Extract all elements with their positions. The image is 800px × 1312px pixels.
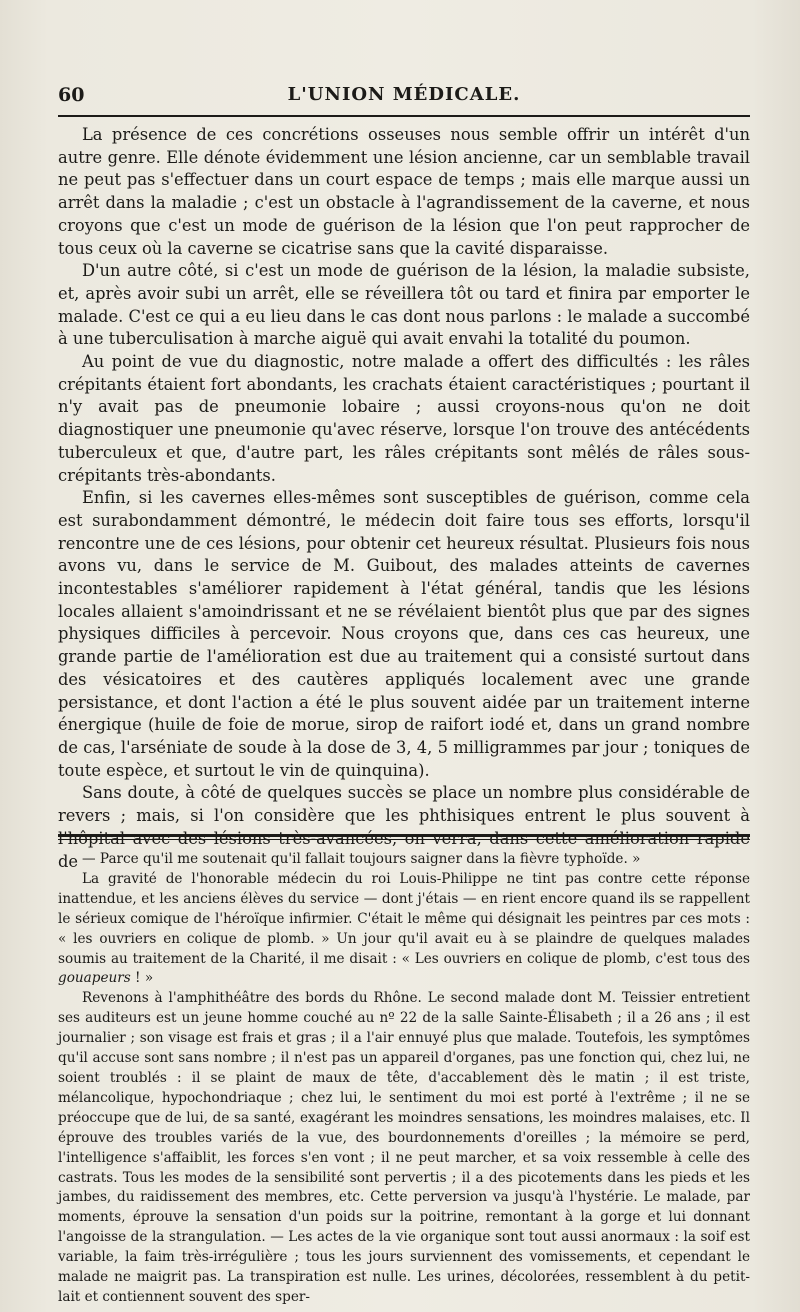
feuilleton-italic-word: gouapeurs <box>58 970 131 987</box>
paragraph: Sans doute, à côté de quelques succès se place un nombre plus considérable de revers ; mais, si l'on considère que les phthisiques entrent le plus souvent à de <box>58 783 750 871</box>
feuilleton-paragraph: — Parce qu'il me soutenait qu'il fallait toujours saigner dans la fièvre typhoïde. » <box>82 851 641 867</box>
main-article <box>58 124 750 873</box>
paragraph: Au point de vue du diagnostic, notre malade a offert des difficultés : les râles crépitants étaient fort abondants, les crachats étaient caractéristiques ; pourtant il n'y avait pas de pneumonie lobaire ; aussi croyons-nous qu'on ne doit diagnostiquer une pneumonie qu'avec réserve, lorsque l'on trouve des antécédents tuberculeux et que, d'autre part, les râles crépitants sont mêlés de râles sous-crépitants très-abondants. <box>58 352 750 485</box>
feuilleton-paragraph <box>58 870 750 989</box>
feuilleton-paragraph: Revenons à l'amphithéâtre des bords du Rhône. Le second malade dont M. Teissier entretient ses auditeurs est un jeune homme couché au nº 22 de la salle Sainte-Élisabeth ; il a 26 ans ; il est journalier ; son visage est frais et gras ; il a l'air ennuyé plus que malade. Toutefois, les symptômes qu'il accuse sont sans nombre ; il n'est pas un appareil d'organes, pas une fonction qui, chez lui, ne soient troublés : il se plaint de maux de tête, d'accablement dès le matin ; il est triste, mélancolique, hypochondriaque ; chez lui, le sentiment du moi est porté à l'extrême ; il ne se préoccupe que de lui, de sa santé, exagérant les moindres sensations, les moindres malaises, etc. Il éprouve des troubles variés de la vue, des bourdonnements d'oreilles ; la mémoire se perd, l'intelligence s'affaiblit, les forces s'en vont ; il ne peut marcher, et sa voix ressemble à celle des castrats. Tous les modes de la sensibilité sont pervertis ; il a des picotements dans les pieds et les jambes, du raidissement des membres, etc. Cette perversion va jusqu'à l'hystérie. Le malade, par moments, éprouve la sensation d'un poids sur la poitrine, remontant à la gorge et lui donnant l'angoisse de la strangulation. — Les actes de la vie organique sont tout aussi anormaux : la soif est variable, la faim très-irrégulière ; tous les jours surviennent des vomissements, et cependant le malade ne maigrit pas. La transpiration est nulle. Les urines, décolorées, ressemblent à du petit-lait et contiennent souvent des sper- <box>58 990 750 1305</box>
paragraph: D'un autre côté, si c'est un mode de guérison de la lésion, la maladie subsiste, et, après avoir subi un arrêt, elle se réveillera tôt ou tard et finira par emporter le malade. C'est ce qui a eu lieu dans le cas dont nous parlons : le malade a succombé à une tuberculisation à marche aiguë qui avait envahi la totalité du poumon. <box>58 261 750 349</box>
page-number: 60 <box>58 84 85 106</box>
feuilleton-section <box>58 850 750 1308</box>
running-title: L'UNION MÉDICALE. <box>287 84 521 105</box>
feuilleton-rule-thin <box>58 839 750 840</box>
page-header <box>58 78 750 108</box>
header-rule <box>58 115 750 117</box>
paragraph: La présence de ces concrétions osseuses nous semble offrir un intérêt d'un autre genre. Elle dénote évidemment une lésion ancienne, car un semblable travail ne peut pas s'effectuer dans un court espace de temps ; mais elle marque aussi un arrêt dans la maladie ; c'est un obstacle à l'agrandissement de la caverne, et nous croyons que c'est un mode de guérison de la lésion que l'on peut rapprocher de tous ceux où la caverne se cicatrise sans que la cavité disparaisse. <box>58 125 750 258</box>
feuilleton-text: La gravité de l'honorable médecin du roi Louis-Philippe ne tint pas contre cette réponse inattendue, et les anciens élèves du service — dont j'étais — en rient encore quand ils se rappellent le sérieux comique de l'héroïque infirmier. C'était le même qui désignait les peintres par ces mots : « les ouvriers en colique de plomb. » Un jour qu'il avait eu à se plaindre de quelques malades soumis au traitement de la Charité, il me disait : « Les ouvriers en colique de plomb, c'est tous des <box>58 870 750 967</box>
feuilleton-text: ! » <box>130 970 154 987</box>
paragraph: Enfin, si les cavernes elles-mêmes sont susceptibles de guérison, comme cela est surabondamment démontré, le médecin doit faire tous ses efforts, lorsqu'il rencontre une de ces lésions, pour obtenir cet heureux résultat. Plusieurs fois nous avons vu, dans le service de M. Guibout, des malades atteints de cavernes incontestables s'améliorer rapidement à l'état général, tandis que les lésions locales allaient s'amoindrissant et ne se révélaient bientôt plus que par des signes physiques difficiles à percevoir. Nous croyons que, dans ces cas heureux, une grande partie de l'amélioration est due au traitement qui a consisté surtout dans des vésicatoires et des cautères appliqués localement avec une grande persistance, et dont l'action a été le plus souvent aidée par un traitement interne énergique (huile de foie de morue, sirop de raifort iodé et, dans un grand nombre de cas, l'arséniate de soude à la dose de 3, 4, 5 milligrammes par jour ; toniques de toute espèce, et surtout le vin de quinquina). <box>58 488 750 780</box>
feuilleton-rule <box>58 834 750 837</box>
